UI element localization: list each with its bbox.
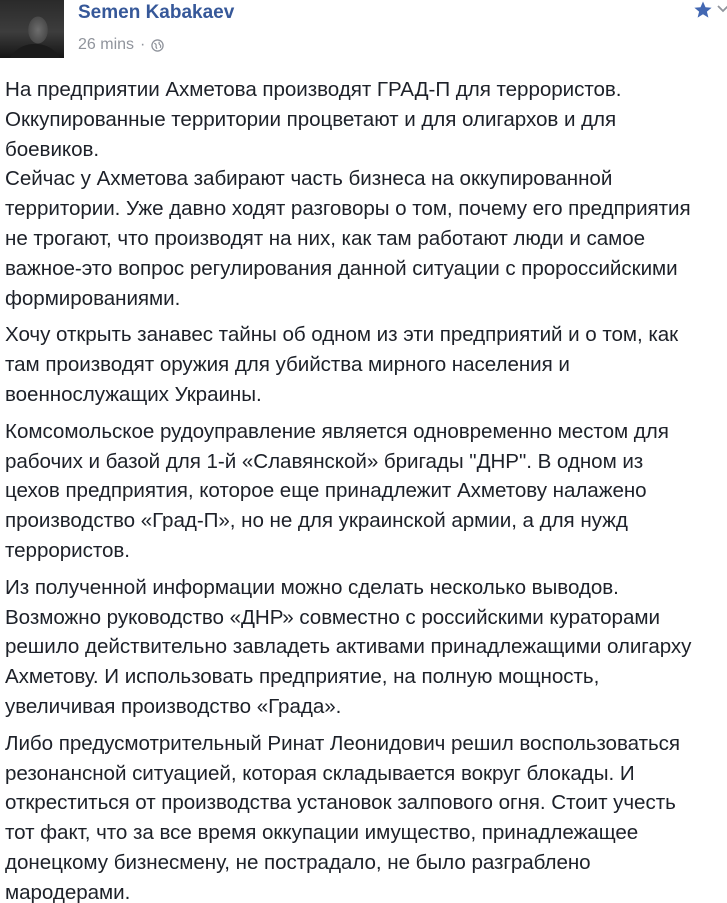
post-text xyxy=(5,75,727,903)
post-paragraph: Хочу открыть занавес тайны об одном из эти предприятий и о том, как там производят оружия для убийства мирного населения и военнослужащих Украины. xyxy=(5,323,679,406)
post-meta xyxy=(78,36,164,54)
post-paragraph: Либо предусмотрительный Ринат Леонидович решил воспользоваться резонансной ситуацией, которая складывается вокруг блокады. И откреститься от производства установок залпового огня. Стоит учесть тот факт, что за все время оккупации имущество, принадлежащее донецкому бизнесмену, не пострадало, не было разграблено мародерами. xyxy=(5,731,680,903)
post-paragraph: Из полученной информации можно сделать несколько выводов. Возможно руководство «ДНР» совместно с российскими кураторами решило действительно завладеть активами принадлежащими олигарху Ахметову. И использовать предприятие, на полную мощность, увеличивая производство «Града». xyxy=(5,575,692,718)
meta-separator: · xyxy=(140,36,146,53)
globe-icon[interactable] xyxy=(151,39,164,52)
post-paragraph: На предприятии Ахметова производят ГРАД-П для террористов. Оккупированные территории процветают и для олигархов и для боевиков. Сейчас у Ахметова забирают часть бизнеса на оккупированной территории. Уже давно ходят разговоры о том, почему его предприятия не трогают, что производят на них, как там работают люди и самое важное-это вопрос регулирования данной ситуации с пророссийскими формированиями. xyxy=(5,78,691,310)
post-timestamp[interactable]: 26 mins xyxy=(78,36,135,53)
post-header xyxy=(0,0,727,62)
author-name-link[interactable]: Semen Kabakaev xyxy=(78,2,235,23)
avatar-silhouette xyxy=(6,44,64,58)
post-paragraph: Комсомольское рудоуправление является одновременно местом для рабочих и базой для 1-й «Славянской» бригады "ДНР". В одном из цехов предприятия, которое еще принадлежит Ахметову налажено производство «Град-П», но не для украинской армии, а для нужд террористов. xyxy=(5,419,669,562)
chevron-down-icon[interactable] xyxy=(717,2,727,16)
star-icon[interactable] xyxy=(693,0,713,20)
avatar[interactable] xyxy=(0,0,64,58)
